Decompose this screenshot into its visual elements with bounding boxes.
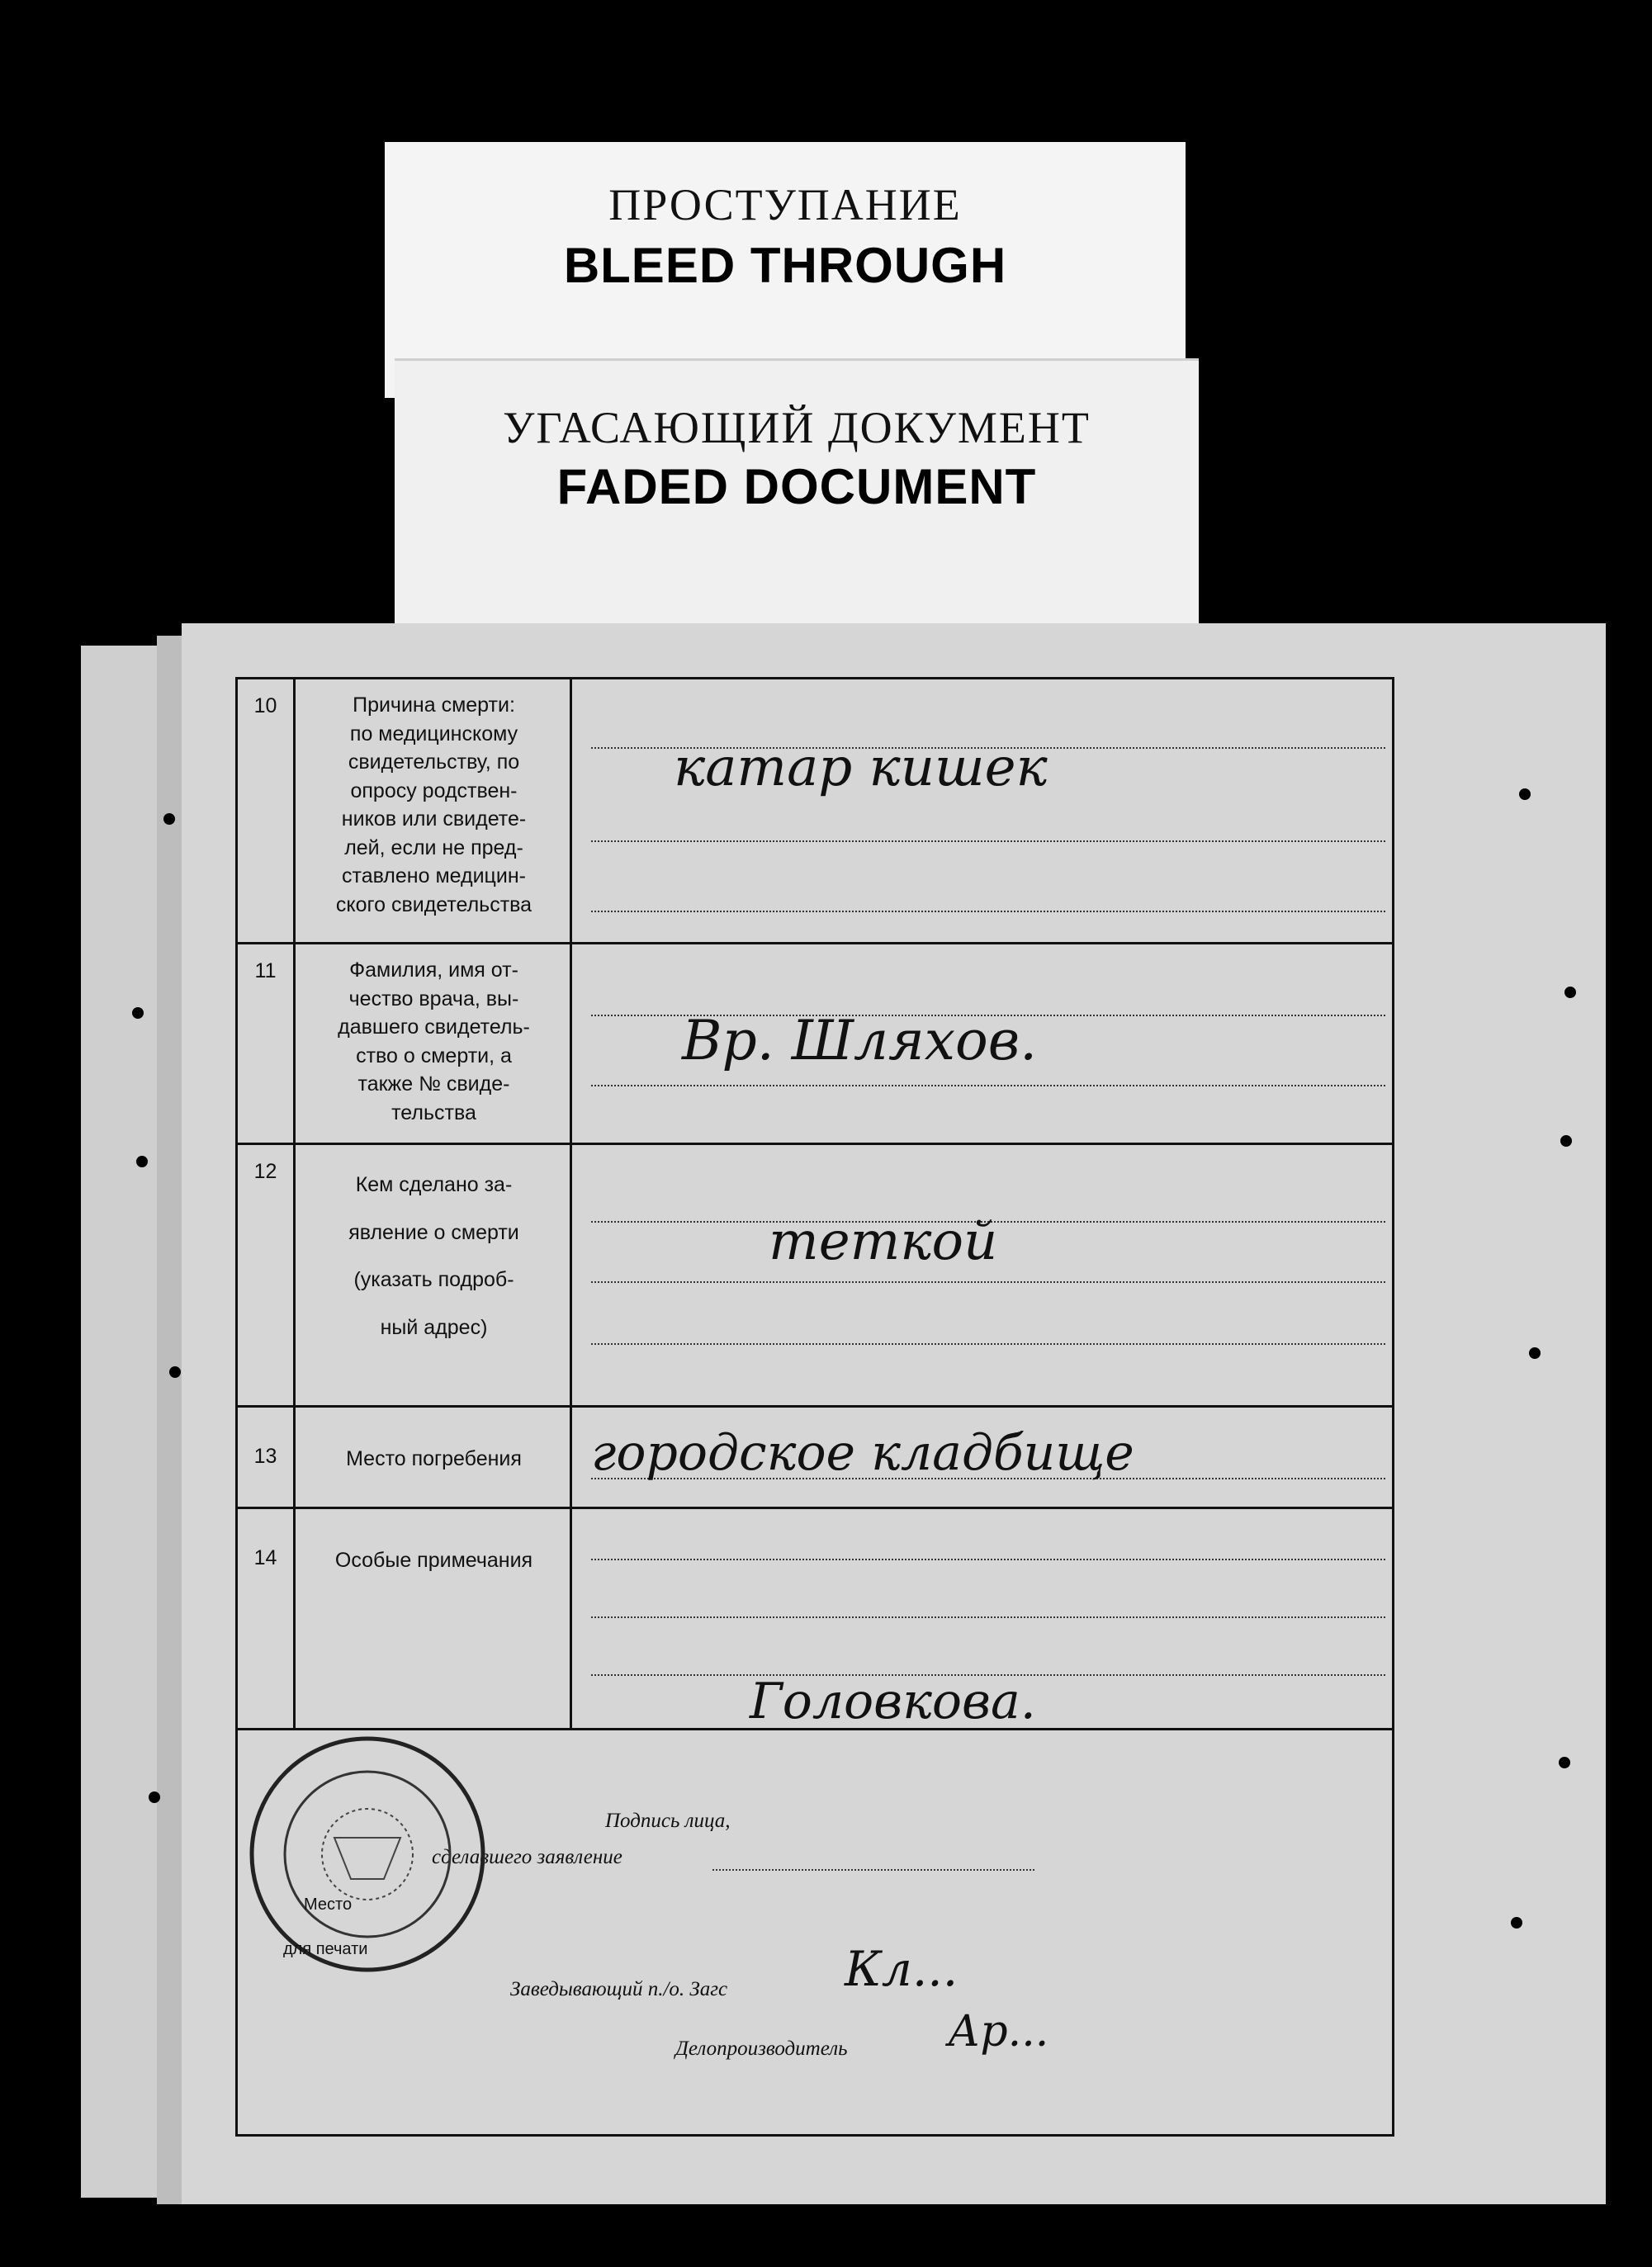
row-value-cell [575,944,1392,1143]
sig-person-line2: сделавшего заявление [432,1846,622,1868]
form-row-11 [238,944,1392,1145]
stamp-place-label-2: для печати [283,1940,368,1958]
row-label: Особые примечания [298,1509,572,1728]
punch-hole [1560,1135,1572,1147]
handwritten-declarant-signature: Головкова. [750,1673,1036,1730]
punch-hole [1511,1917,1522,1929]
row-label: Фамилия, имя от- чество врача, вы- давшего свидетель- ство о смерти, а также № свиде- тельства [298,944,572,1143]
row-number: 14 [238,1509,296,1728]
form-row-10 [238,679,1392,944]
bleed-through-en: BLEED THROUGH [563,238,1007,293]
clerk-signature: Ар... [948,2007,1049,2056]
row-value-cell [575,679,1392,942]
faded-document-ru: УГАСАЮЩИЙ ДОКУМЕНТ [503,403,1091,452]
form-row-13 [238,1408,1392,1509]
punch-hole [1564,987,1576,998]
punch-hole [163,813,175,825]
punch-hole [132,1007,144,1019]
punch-hole [169,1366,181,1378]
form-row-12 [238,1145,1392,1408]
stamp-place-label: Место [304,1895,353,1914]
row-label: Место погребения [298,1408,572,1507]
row-label: Причина смерти: по медицинскому свидетельству, по опросу родствен- ников или свидете- лей, если не пред- ставлено медицин- ского свидетельства [298,679,572,942]
handwritten-declarant: теткой [769,1211,998,1272]
punch-hole [149,1791,160,1803]
row-number: 13 [238,1408,296,1507]
handwritten-burial-place: городское кладбище [591,1424,1134,1482]
punch-hole [1529,1347,1541,1359]
punch-hole [136,1156,148,1167]
punch-hole [1559,1757,1570,1768]
clerk-label: Делопроизводитель [675,2037,848,2060]
faded-document-en: FADED DOCUMENT [556,459,1037,514]
punch-hole [1519,788,1531,800]
zags-head-label: Заведывающий п./о. Загс [510,1978,728,2000]
row-label: Кем сделано за- явление о смерти (указать подроб- ный адрес) [298,1145,572,1405]
faded-document-card [395,358,1199,633]
row-value-cell [575,1408,1392,1507]
row-value-cell [575,1145,1392,1405]
zags-head-signature: Кл... [845,1941,959,1997]
handwritten-cause-of-death: катар кишек [674,737,1048,798]
row-number: 12 [238,1145,296,1405]
row-number: 11 [238,944,296,1143]
handwritten-doctor-name: Вр. Шляхов. [682,1009,1038,1072]
bleed-through-ru: ПРОСТУПАНИЕ [608,180,962,230]
row-number: 10 [238,679,296,942]
sig-person-line1: Подпись лица, [605,1810,731,1832]
